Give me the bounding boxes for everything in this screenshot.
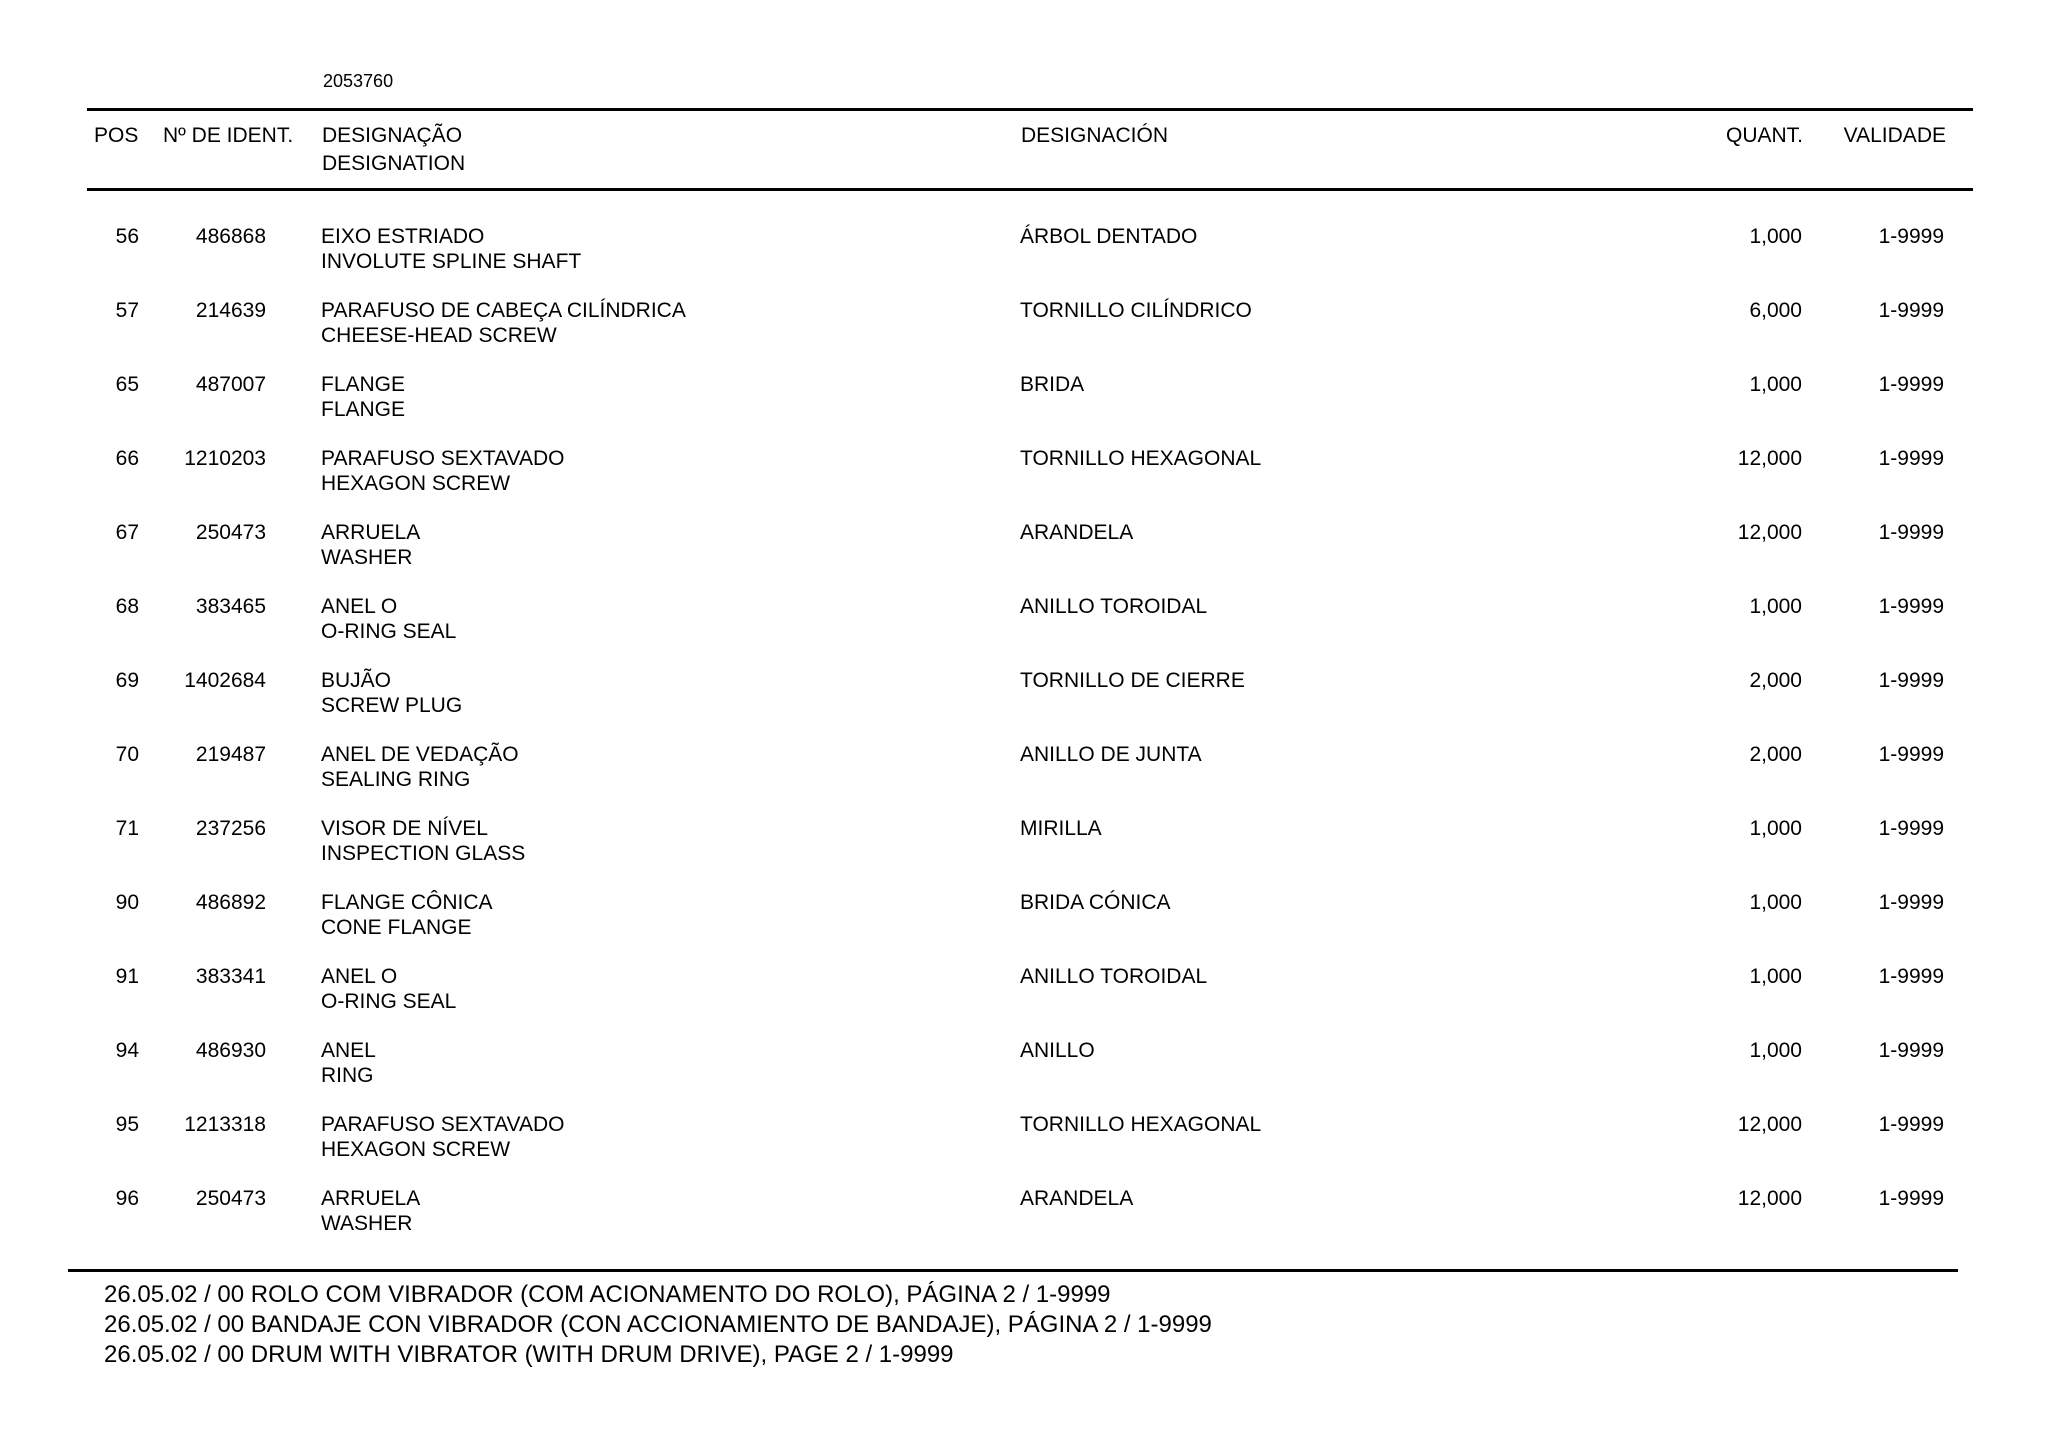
- header-designacion: DESIGNACIÓN: [1021, 124, 1169, 147]
- row-designation: [321, 816, 525, 866]
- footer-rule: [68, 1269, 1958, 1272]
- row-designation: [321, 742, 519, 792]
- row-pos: 94: [115, 1039, 139, 1062]
- row-validity: 1-9999: [1878, 447, 1944, 470]
- row-validity: 1-9999: [1878, 1039, 1944, 1062]
- row-designation-en: RING: [321, 1064, 374, 1087]
- row-validity: 1-9999: [1878, 1113, 1944, 1136]
- row-designation-pt: ARRUELA: [321, 1187, 421, 1210]
- row-designation-pt: BUJÃO: [321, 669, 392, 692]
- row-ident-number: 250473: [195, 1187, 266, 1210]
- row-designation: [321, 1038, 376, 1088]
- table-row: [0, 1112, 2048, 1186]
- row-designacion: TORNILLO DE CIERRE: [1020, 669, 1245, 692]
- row-designation-en: SCREW PLUG: [321, 694, 463, 717]
- header-bottom-rule: [87, 188, 1973, 191]
- footer-line-es: 26.05.02 / 00 BANDAJE CON VIBRADOR (CON ACCIONAMIENTO DE BANDAJE), PÁGINA 2 / 1-9999: [104, 1311, 1212, 1338]
- table-row: [0, 224, 2048, 298]
- row-designation: [321, 890, 493, 940]
- row-ident-number: 219487: [195, 743, 266, 766]
- row-pos: 66: [115, 447, 139, 470]
- row-ident-number: 486892: [195, 891, 266, 914]
- row-pos: 90: [115, 891, 139, 914]
- row-designation-pt: ANEL O: [321, 965, 398, 988]
- row-ident-number: 1402684: [184, 669, 266, 692]
- row-validity: 1-9999: [1878, 965, 1944, 988]
- row-designation-en: HEXAGON SCREW: [321, 472, 511, 495]
- row-pos: 65: [115, 373, 139, 396]
- row-designation-pt: PARAFUSO SEXTAVADO: [321, 1113, 565, 1136]
- row-designacion: BRIDA CÓNICA: [1020, 891, 1171, 914]
- row-designation-en: WASHER: [321, 1212, 413, 1235]
- row-designacion: MIRILLA: [1020, 817, 1102, 840]
- row-validity: 1-9999: [1878, 817, 1944, 840]
- row-ident-number: 1213318: [184, 1113, 266, 1136]
- row-designation: [321, 1186, 420, 1236]
- header-validade: VALIDADE: [1843, 124, 1946, 147]
- row-designacion: ANILLO TOROIDAL: [1020, 595, 1208, 618]
- row-designation: [321, 668, 462, 718]
- table-row: [0, 816, 2048, 890]
- table-row: [0, 372, 2048, 446]
- row-ident-number: 383465: [195, 595, 266, 618]
- table-row: [0, 964, 2048, 1038]
- row-quantity: 12,000: [1737, 521, 1802, 544]
- row-pos: 68: [115, 595, 139, 618]
- row-quantity: 12,000: [1737, 1187, 1802, 1210]
- row-designation: [321, 1112, 565, 1162]
- document-number: 2053760: [323, 71, 394, 91]
- row-designation: [321, 594, 456, 644]
- row-validity: 1-9999: [1878, 743, 1944, 766]
- row-quantity: 2,000: [1749, 669, 1802, 692]
- row-designation: [321, 520, 420, 570]
- header-ident: Nº DE IDENT.: [163, 124, 294, 147]
- row-designation: [321, 298, 686, 348]
- row-designacion: ARANDELA: [1020, 521, 1134, 544]
- row-ident-number: 487007: [195, 373, 266, 396]
- header-quant: QUANT.: [1725, 124, 1803, 147]
- row-ident-number: 214639: [195, 299, 266, 322]
- header-pos: POS: [94, 124, 139, 147]
- row-designation-en: O-RING SEAL: [321, 620, 457, 643]
- row-ident-number: 237256: [195, 817, 266, 840]
- table-row: [0, 594, 2048, 668]
- row-ident-number: 486930: [195, 1039, 266, 1062]
- row-designacion: TORNILLO HEXAGONAL: [1020, 1113, 1262, 1136]
- table-row: [0, 520, 2048, 594]
- table-row: [0, 890, 2048, 964]
- header-designation-en: DESIGNATION: [322, 152, 466, 175]
- row-designation-en: FLANGE: [321, 398, 406, 421]
- row-validity: 1-9999: [1878, 891, 1944, 914]
- row-quantity: 1,000: [1749, 817, 1802, 840]
- row-pos: 57: [115, 299, 139, 322]
- row-pos: 70: [115, 743, 139, 766]
- row-designation-pt: VISOR DE NÍVEL: [321, 817, 488, 840]
- row-designation: [321, 964, 456, 1014]
- table-row: [0, 1038, 2048, 1112]
- table-row: [0, 668, 2048, 742]
- row-validity: 1-9999: [1878, 1187, 1944, 1210]
- row-designation-en: WASHER: [321, 546, 413, 569]
- row-designation-en: CHEESE-HEAD SCREW: [321, 324, 557, 347]
- row-pos: 67: [115, 521, 139, 544]
- row-designation-pt: PARAFUSO DE CABEÇA CILÍNDRICA: [321, 299, 686, 322]
- row-designation-en: SEALING RING: [321, 768, 471, 791]
- row-quantity: 2,000: [1749, 743, 1802, 766]
- row-pos: 56: [115, 225, 139, 248]
- row-designacion: TORNILLO CILÍNDRICO: [1020, 299, 1252, 322]
- row-quantity: 1,000: [1749, 965, 1802, 988]
- row-designation-pt: EIXO ESTRIADO: [321, 225, 485, 248]
- row-quantity: 12,000: [1737, 1113, 1802, 1136]
- row-pos: 69: [115, 669, 139, 692]
- row-pos: 91: [115, 965, 139, 988]
- row-designation: [321, 372, 405, 422]
- row-validity: 1-9999: [1878, 373, 1944, 396]
- row-ident-number: 486868: [195, 225, 266, 248]
- row-designation-en: O-RING SEAL: [321, 990, 457, 1013]
- row-pos: 96: [115, 1187, 139, 1210]
- row-designation-en: HEXAGON SCREW: [321, 1138, 511, 1161]
- row-designation-pt: ANEL DE VEDAÇÃO: [321, 743, 519, 766]
- row-designacion: BRIDA: [1020, 373, 1085, 396]
- row-quantity: 1,000: [1749, 1039, 1802, 1062]
- row-designacion: ANILLO TOROIDAL: [1020, 965, 1208, 988]
- row-quantity: 1,000: [1749, 373, 1802, 396]
- row-designacion: ÁRBOL DENTADO: [1020, 225, 1198, 248]
- row-ident-number: 250473: [195, 521, 266, 544]
- row-quantity: 1,000: [1749, 595, 1802, 618]
- row-designacion: ARANDELA: [1020, 1187, 1134, 1210]
- header-designacao: DESIGNAÇÃO: [322, 124, 463, 147]
- footer: [104, 1280, 1212, 1370]
- row-designation: [321, 224, 581, 274]
- header-top-rule: [87, 108, 1973, 111]
- row-designation: [321, 446, 565, 496]
- row-designation-pt: ARRUELA: [321, 521, 421, 544]
- row-validity: 1-9999: [1878, 595, 1944, 618]
- row-designation-pt: PARAFUSO SEXTAVADO: [321, 447, 565, 470]
- row-designacion: ANILLO: [1020, 1039, 1095, 1062]
- row-validity: 1-9999: [1878, 299, 1944, 322]
- row-designacion: ANILLO DE JUNTA: [1020, 743, 1202, 766]
- row-designation-pt: FLANGE: [321, 373, 406, 396]
- row-validity: 1-9999: [1878, 225, 1944, 248]
- row-designation-en: CONE FLANGE: [321, 916, 472, 939]
- row-validity: 1-9999: [1878, 669, 1944, 692]
- row-ident-number: 1210203: [184, 447, 266, 470]
- row-quantity: 6,000: [1749, 299, 1802, 322]
- footer-line-en: 26.05.02 / 00 DRUM WITH VIBRATOR (WITH DRUM DRIVE), PAGE 2 / 1-9999: [104, 1341, 954, 1368]
- table-row: [0, 742, 2048, 816]
- row-quantity: 12,000: [1737, 447, 1802, 470]
- parts-table-body: [0, 224, 2048, 1260]
- table-row: [0, 298, 2048, 372]
- row-pos: 95: [115, 1113, 139, 1136]
- row-pos: 71: [115, 817, 139, 840]
- row-validity: 1-9999: [1878, 521, 1944, 544]
- row-designation-en: INSPECTION GLASS: [321, 842, 526, 865]
- footer-line-pt: 26.05.02 / 00 ROLO COM VIBRADOR (COM ACIONAMENTO DO ROLO), PÁGINA 2 / 1-9999: [104, 1281, 1111, 1308]
- row-designation-pt: ANEL: [321, 1039, 376, 1062]
- header-designation: [322, 122, 465, 178]
- table-row: [0, 446, 2048, 520]
- row-designation-pt: FLANGE CÔNICA: [321, 891, 493, 914]
- row-ident-number: 383341: [195, 965, 266, 988]
- row-designation-pt: ANEL O: [321, 595, 398, 618]
- row-designation-en: INVOLUTE SPLINE SHAFT: [321, 250, 582, 273]
- row-quantity: 1,000: [1749, 225, 1802, 248]
- row-quantity: 1,000: [1749, 891, 1802, 914]
- table-row: [0, 1186, 2048, 1260]
- row-designacion: TORNILLO HEXAGONAL: [1020, 447, 1262, 470]
